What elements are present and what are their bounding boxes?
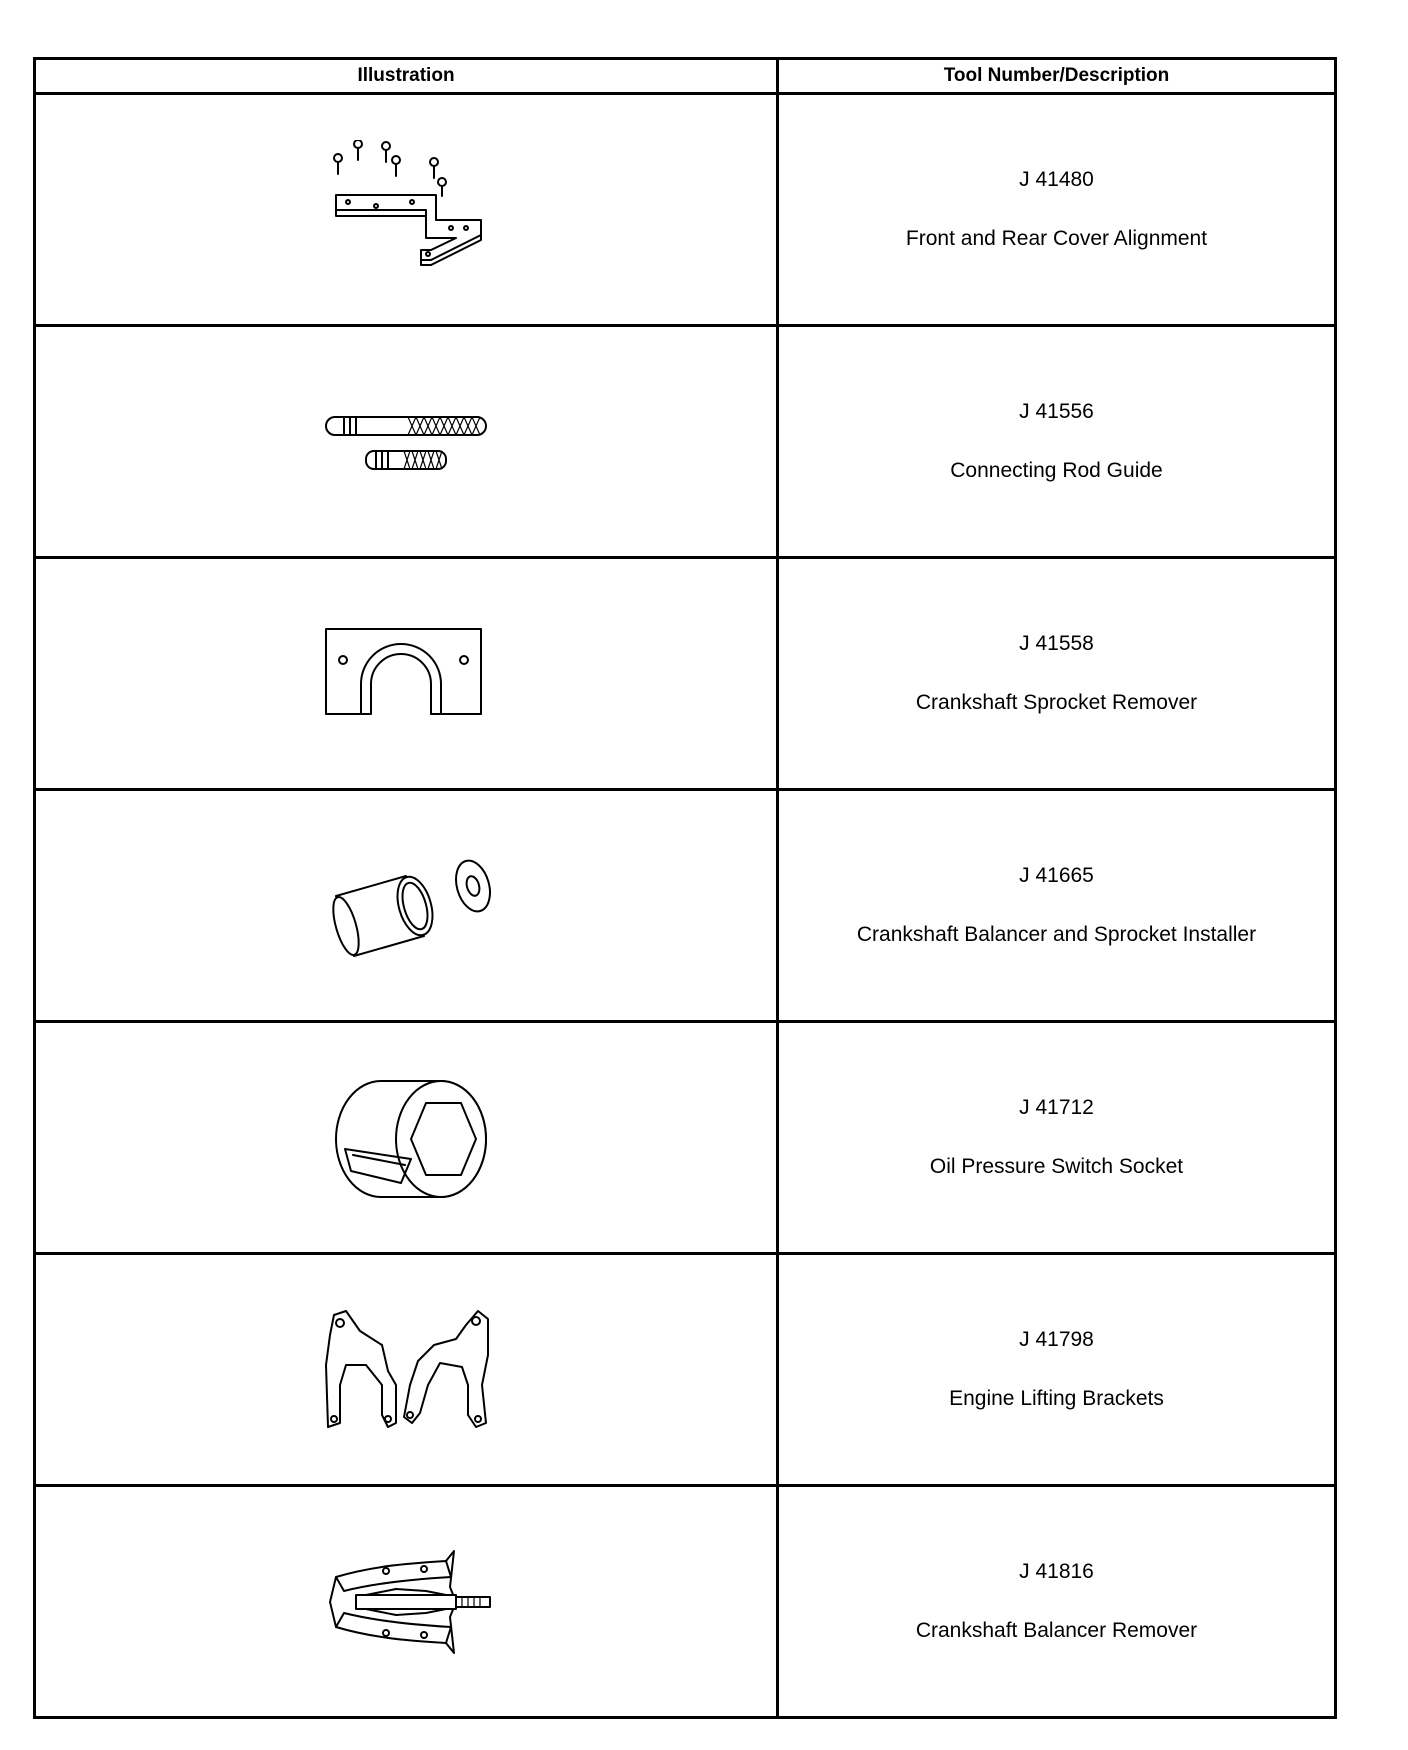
illustration-cell [35,790,778,1022]
illustration-cell [35,1486,778,1718]
table-row [35,790,1336,1022]
rod-guide-icon [316,407,496,477]
tool-description-cell [778,790,1336,1022]
tool-description-cell [778,326,1336,558]
illustration-cell [35,326,778,558]
sprocket-remover-plate-icon [321,624,491,724]
tool-number: J 41558 [1019,632,1094,655]
tool-name: Engine Lifting Brackets [949,1387,1164,1410]
puller-icon [316,1547,496,1657]
balancer-installer-icon [316,851,496,961]
tool-number: J 41816 [1019,1560,1094,1583]
table-row [35,326,1336,558]
table-row [35,1486,1336,1718]
illustration-cell [35,1022,778,1254]
header-illustration: Illustration [35,59,778,94]
illustration-cell [35,94,778,326]
tool-number: J 41480 [1019,168,1094,191]
tool-name: Oil Pressure Switch Socket [929,1155,1184,1178]
lifting-brackets-icon [316,1305,496,1435]
tool-description-cell [778,1022,1336,1254]
header-tool-description: Tool Number/Description [778,59,1336,94]
tool-number: J 41712 [1019,1096,1094,1119]
table-row [35,1022,1336,1254]
tool-description-cell [778,1254,1336,1486]
illustration-cell [35,1254,778,1486]
tool-name: Connecting Rod Guide [950,459,1163,482]
tool-description-cell [778,1486,1336,1718]
hex-socket-icon [321,1073,491,1203]
special-tools-table [33,57,1337,1719]
tool-description-cell [778,94,1336,326]
table-row [35,558,1336,790]
tool-number: J 41556 [1019,400,1094,423]
tool-name: Crankshaft Balancer Remover [915,1619,1198,1642]
tool-name: Crankshaft Balancer and Sprocket Installer [856,923,1257,946]
table-row [35,1254,1336,1486]
cover-alignment-plate-icon [316,140,496,280]
header-row [35,59,1336,94]
tool-name: Front and Rear Cover Alignment [905,227,1208,250]
tool-description-cell [778,558,1336,790]
illustration-cell [35,558,778,790]
tool-name: Crankshaft Sprocket Remover [915,691,1198,714]
table-row [35,94,1336,326]
tool-number: J 41798 [1019,1328,1094,1351]
tool-number: J 41665 [1019,864,1094,887]
